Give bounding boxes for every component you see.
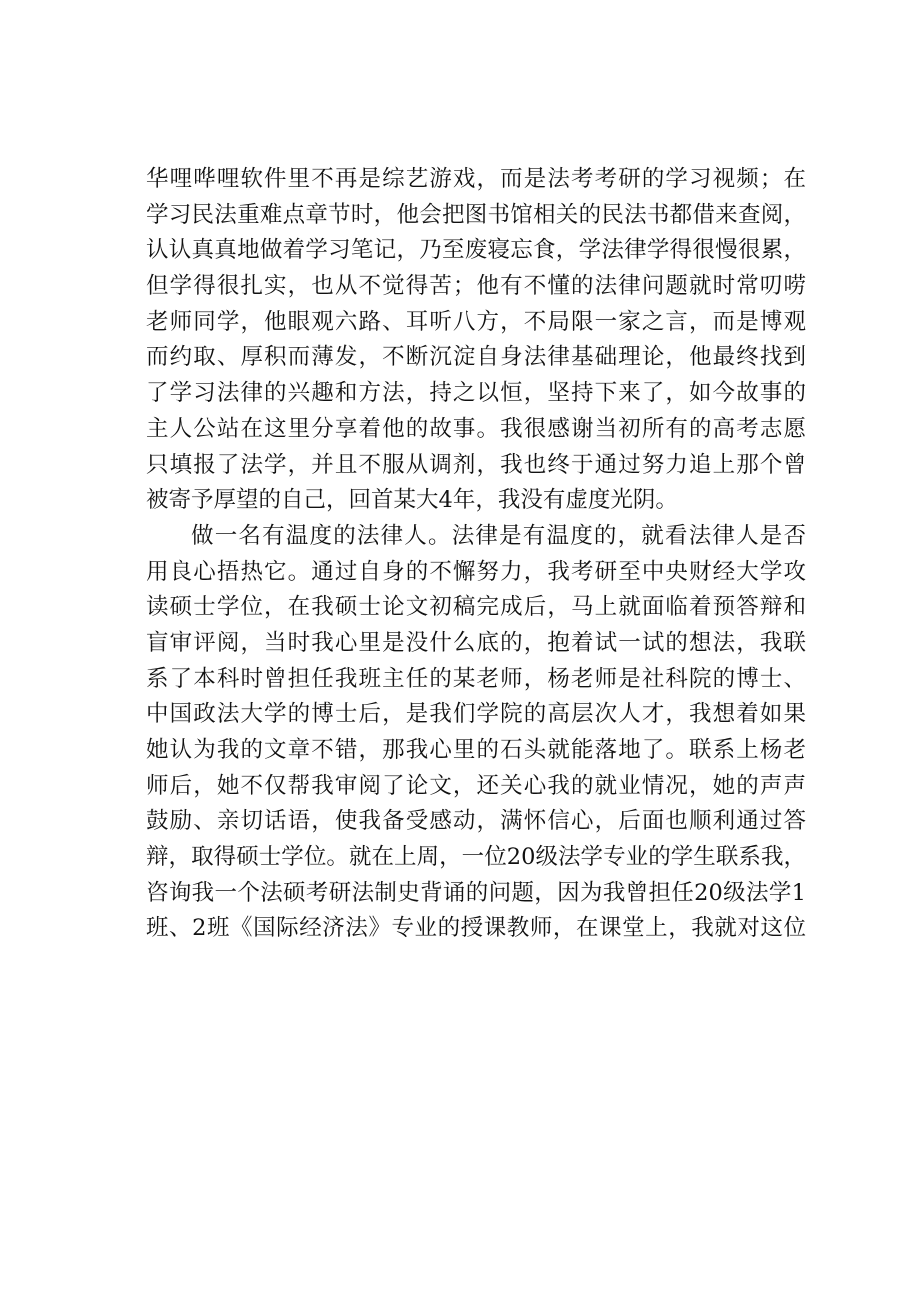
text-line: 鼓励、亲切话语，使我备受感动，满怀信心，后面也顺利通过答 xyxy=(146,808,806,835)
text-line: 咨询我一个法硕考研法制史背诵的问题，因为我曾担任20级法学1 xyxy=(146,879,806,906)
text-line: 主人公站在这里分享着他的故事。我很感谢当初所有的高考志愿 xyxy=(146,415,806,442)
text-line: 了学习法律的兴趣和方法，持之以恒，坚持下来了，如今故事的 xyxy=(146,380,806,407)
paragraph-first-line: 做一名有温度的法律人。法律是有温度的，就看法律人是否 xyxy=(191,522,806,549)
text-line: 而约取、厚积而薄发，不断沉淀自身法律基础理论，他最终找到 xyxy=(146,344,806,371)
text-line: 辩，取得硕士学位。就在上周，一位20级法学专业的学生联系我， xyxy=(146,844,806,871)
text-line: 她认为我的文章不错，那我心里的石头就能落地了。联系上杨老 xyxy=(146,737,806,763)
text-line: 中国政法大学的博士后，是我们学院的高层次人才，我想着如果 xyxy=(146,701,806,728)
body-text xyxy=(146,162,806,947)
text-line: 学习民法重难点章节时，他会把图书馆相关的民法书都借来查阅， xyxy=(146,201,806,228)
text-line: 只填报了法学，并且不服从调剂，我也终于通过努力追上那个曾 xyxy=(146,451,806,478)
text-line: 盲审评阅，当时我心里是没什么底的，抱着试一试的想法，我联 xyxy=(146,629,806,656)
text-line: 班、2班《国际经济法》专业的授课教师，在课堂上，我就对这位 xyxy=(146,915,806,942)
text-line: 用良心捂热它。通过自身的不懈努力，我考研至中央财经大学攻 xyxy=(146,558,806,585)
text-line: 华哩哗哩软件里不再是综艺游戏，而是法考考研的学习视频；在 xyxy=(146,166,806,192)
text-line: 老师同学，他眼观六路、耳听八方，不局限一家之言，而是博观 xyxy=(146,308,806,335)
text-line: 师后，她不仅帮我审阅了论文，还关心我的就业情况，她的声声 xyxy=(146,772,806,799)
text-line: 认认真真地做着学习笔记，乃至废寝忘食，学法律学得很慢很累， xyxy=(146,237,806,264)
paragraph-end-line: 被寄予厚望的自己，回首某大4年，我没有虚度光阴。 xyxy=(146,487,678,514)
text-line: 系了本科时曾担任我班主任的某老师，杨老师是社科院的博士、 xyxy=(146,665,806,692)
text-line: 但学得很扎实，也从不觉得苦；他有不懂的法律问题就时常叨唠 xyxy=(146,273,806,300)
text-line: 读硕士学位，在我硕士论文初稿完成后，马上就面临着预答辩和 xyxy=(146,594,806,621)
